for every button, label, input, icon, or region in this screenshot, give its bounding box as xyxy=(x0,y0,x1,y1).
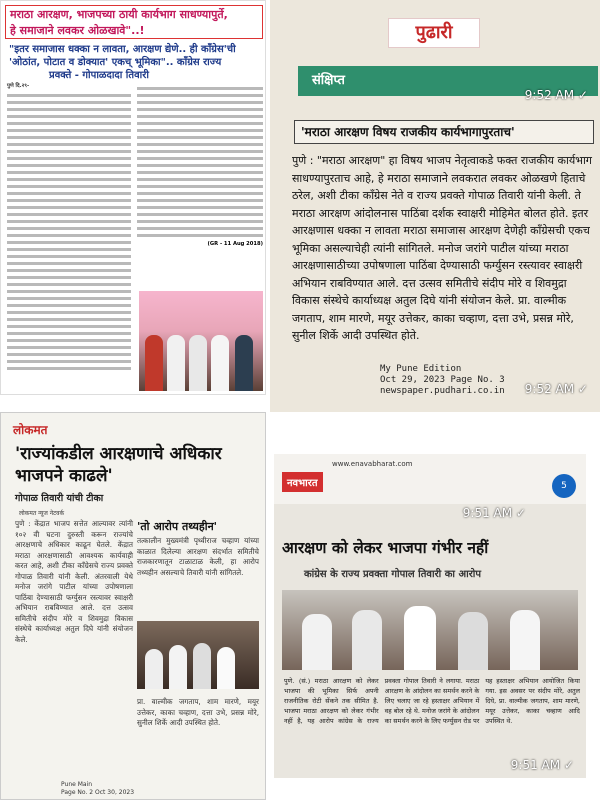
edition-url: newspaper.pudhari.co.in xyxy=(380,386,505,396)
attendees-text: प्रा. वाल्मीक जगताप, शाम मारणे, मयूर उत्तेकर, काका चव्हाण, दत्ता उभे, प्रसन्न मोरे, सुनील शिर्के आदी उपस्थित होते. xyxy=(137,697,259,727)
clip-pudhari xyxy=(270,0,600,412)
side-column xyxy=(137,519,259,578)
column-text-lines xyxy=(7,94,131,370)
clip-lokmat xyxy=(0,412,266,800)
article-column-1 xyxy=(7,83,131,393)
logo-text: पुढारी xyxy=(415,22,453,43)
article-subhead: गोपाळ तिवारी यांची टीका xyxy=(15,493,104,504)
subhead-line-1: "इतर समाजास धक्का न लावता, आरक्षण द्येणे.. ही कॉंग्रेस'ची xyxy=(9,44,236,55)
article-body: पुणे. (सं.) मराठा आरक्षण को लेकर भाजपा की भूमिका सिर्फ अपनी राजनीतिक रोटी सेंकने तक सीमित है. भाजपा मराठा आरक्षण को लेकर गंभीर नहीं है, यह आरोप कांग्रेस के राज्य प्रवक्ता गोपाल तिवारी ने लगाया. मराठा आरक्षण के आंदोलन का समर्थन करने के लिए चलाए जा रहे हस्ताक्षर अभियान में वह बोल रहे थे. मनोज जरांगे के आंदोलन का समर्थन करने के लिए फर्ग्युसन रोड पर यह हस्ताक्षर अभियान आयोजित किया गया. इस अवसर पर संदीप मोरे, अतुल दिघे, प्रा. वाल्मीक जगताप, शाम मारणे, मयूर उत्तेकर, काका चव्हाण आदि उपस्थित थे. xyxy=(284,677,580,725)
article-column-2 xyxy=(137,83,263,283)
article-subhead: कांग्रेस के राज्य प्रवक्ता गोपाल तिवारी का आरोप xyxy=(304,569,482,580)
subhead-line-2: 'ओठांत, पोटात व डोक्यात' एकच् भूमिका".. कॉंग्रेस राज्य xyxy=(9,57,222,68)
page-number-badge: 5 xyxy=(552,474,576,498)
pudhari-logo xyxy=(388,18,480,48)
edition-name: Pune Main xyxy=(61,781,93,788)
message-timestamp: 9:52 AM ✓ xyxy=(524,88,588,102)
column-text-lines xyxy=(137,87,263,237)
edition-footer xyxy=(61,781,134,797)
message-timestamp-2: 9:52 AM ✓ xyxy=(524,382,588,396)
event-photo xyxy=(139,291,263,391)
byline: लोकमत न्यूज नेटवर्क xyxy=(19,510,65,517)
clip-navabharat xyxy=(274,454,586,778)
message-timestamp-2: 9:51 AM ✓ xyxy=(510,758,574,772)
article-body-text: पुणे : केंद्रात भाजप सत्तेत आल्यावर त्यांनी १०२ वी घटना दुरुस्ती करून राज्यांचे आरक्षणाचे अधिकार काढून घेतले. केंद्रात मराठा आरक्षणासाठी आवश्यक कार्यवाही करत आहे, अशी टीका कॉंग्रेसचे राज्य प्रवक्ते गोपाळ तिवारी यांनी केली. अंतरवाली येथे मनोज जरांगे पाटील यांच्या उपोषणाला पाठिंबा देण्यासाठी फर्ग्युसन रस्त्यावर स्वाक्षरी अभियान राबविण्यात आले. दत्त उत्सव समितीचे संदीप मोरे व शिवमुद्रा विकास संस्थेचे कार्याध्यक्ष अतुल दिघे यांनी संयोजन केले. xyxy=(15,519,133,644)
event-photo xyxy=(282,590,578,670)
navabharat-logo: नवभारत xyxy=(282,472,323,492)
article-headline: आरक्षण को लेकर भाजपा गंभीर नहीं xyxy=(282,539,489,557)
message-timestamp: 9:51 AM ✓ xyxy=(462,506,526,520)
section-title: संक्षिप्त xyxy=(312,73,345,88)
subhead xyxy=(9,43,261,82)
side-headline: 'तो आरोप तथ्यहीन' xyxy=(137,520,218,533)
clip-marathi-newspaper-1 xyxy=(0,0,266,395)
event-photo xyxy=(137,621,259,689)
dateline: पुणे दि.२९- xyxy=(7,83,30,89)
headline-line-1: मराठा आरक्षण, भाजपच्या ठायी कार्यभाग साधण्यापुर्ते, xyxy=(10,8,228,21)
article-headline: 'राज्यांकडील आरक्षणाचे अधिकार भाजपने काढले' xyxy=(15,444,222,486)
edition-date: Page No. 2 Oct 30, 2023 xyxy=(61,789,135,796)
website-url: www.enavabharat.com xyxy=(332,460,413,468)
side-body: तत्कालीन मुख्यमंत्री पृथ्वीराज चव्हाण यांच्या काळात दिलेल्या आरक्षण संदर्भात समितीचे राजकारणातून टाळाटाळ केली, हा आरोप तथ्यहीन असल्याचे तिवारी यांनी सांगितले. xyxy=(137,536,259,577)
subhead-line-3: प्रवक्ते - गोपाळदादा तिवारी xyxy=(49,70,149,81)
edition-date: Oct 29, 2023 Page No. 3 xyxy=(380,375,505,385)
headline-box xyxy=(5,5,263,39)
headline-line-2: हे समाजाने लवकर ओळखावे"..! xyxy=(10,24,145,37)
article-body xyxy=(15,519,133,779)
article-headline: 'मराठा आरक्षण विषय राजकीय कार्यभागापुरताच' xyxy=(294,120,594,144)
article-body: पुणे : "मराठा आरक्षण" हा विषय भाजप नेतृत्वाकडे फक्त राजकीय कार्यभाग साधण्यापुरताच आहे, हे मराठा समाजाने लवकरात लवकर ओळखणे हिताचे ठरेल, अशी टीका कॉंग्रेस नेते व राज्य प्रवक्ते गोपाळ तिवारी यांनी केली. ते मराठा आरक्षण आंदोलनास पाठिंबा दर्शक स्वाक्षरी मोहिमेत बोलत होते. इतर आरक्षणास धक्का न लावता मराठा समाजास आरक्षण देणेही कॉंग्रेसची एकच भूमिका असल्याचेही त्यांनी सांगितले. मनोज जरांगे पाटील यांच्या मराठा आरक्षणासाठीच्या उपोषणाला पाठिंबा देण्यासाठी फर्ग्युसन रस्त्यावर स्वाक्षरी अभियान राबविण्यात आले. दत्त उत्सव समितीचे संदीप मोरे व शिवमुद्रा विकास संस्थेचे कार्याध्यक्ष अतुल दिघे यांनी संयोजन केले. प्रा. वाल्मीक जगताप, शाम मारणे, मयूर उत्तेकर, काका चव्हाण, दत्ता उभे, प्रसन्न मोरे, सुनील शिर्के आदी उपस्थित होते. xyxy=(292,154,592,342)
edition-name: My Pune Edition xyxy=(380,364,462,374)
lokmat-logo: लोकमत xyxy=(13,423,48,437)
edition-info xyxy=(380,364,505,397)
gr-reference: (GR - 11 Aug 2018) xyxy=(207,241,263,247)
